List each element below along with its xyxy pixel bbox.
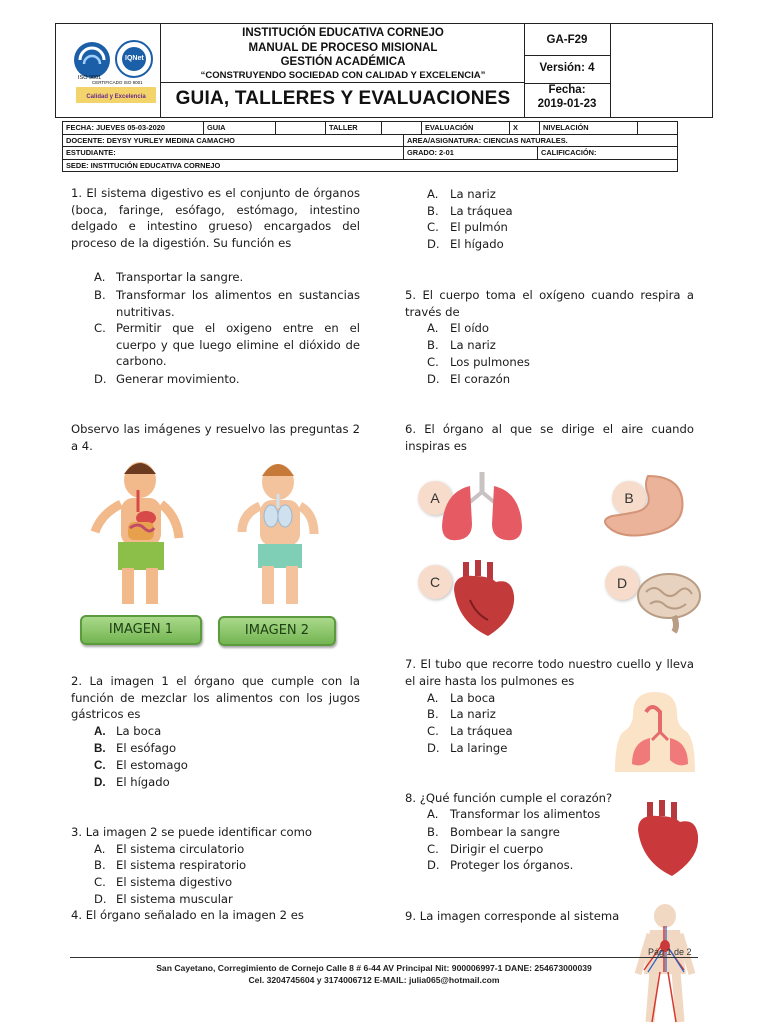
q4-option-d-letter: D. — [427, 237, 440, 251]
institution-name: INSTITUCIÓN EDUCATIVA CORNEJO — [242, 27, 444, 39]
institution-motto: “CONSTRUYENDO SOCIEDAD CON CALIDAD Y EXCELENCIA” — [200, 70, 486, 81]
info-row-3 — [63, 147, 677, 160]
document-date-value: 2019-01-23 — [537, 98, 597, 110]
q2-option-c-letter: C. — [94, 759, 106, 772]
question-4: 4. El órgano señalado en la imagen 2 es — [71, 908, 304, 922]
logo-caption: Calidad y Excelencia — [86, 94, 146, 100]
lungs-image[interactable] — [440, 472, 524, 544]
q4-option-b[interactable]: La tráquea — [450, 204, 513, 218]
score-cell[interactable]: CALIFICACIÓN: — [537, 147, 677, 159]
q7-option-b-letter: B. — [427, 707, 439, 721]
q8-option-b[interactable]: Bombear la sangre — [450, 825, 560, 839]
campus-cell: SEDE: INSTITUCIÓN EDUCATIVA CORNEJO — [66, 160, 221, 170]
evaluation-mark-cell[interactable]: X — [509, 122, 539, 134]
image-1-label: IMAGEN 1 — [80, 615, 202, 645]
footer-contact: Cel. 3204745604 y 3174006712 E-MAIL: julia065@hotmail.com — [248, 975, 500, 985]
student-cell[interactable]: ESTUDIANTE: — [66, 148, 116, 157]
subject-cell: AREA/ASIGNATURA: CIENCIAS NATURALES. — [403, 135, 677, 147]
question-3: 3. La imagen 2 se puede identificar como — [71, 825, 312, 839]
q3-option-b[interactable]: El sistema respiratorio — [116, 858, 247, 872]
q4-option-c-letter: C. — [427, 220, 439, 234]
q5-option-c[interactable]: Los pulmones — [450, 355, 530, 369]
q1-option-d-letter: D. — [94, 372, 107, 386]
q5-option-d-letter: D. — [427, 372, 440, 386]
footer-divider — [70, 957, 698, 958]
brain-image[interactable] — [636, 568, 702, 634]
respiratory-system-illustration — [230, 460, 330, 610]
q8-option-c[interactable]: Dirigir el cuerpo — [450, 842, 544, 856]
guide-mark-cell[interactable] — [275, 122, 325, 134]
student-info-grid — [62, 121, 678, 172]
question-2: 2. La imagen 1 el órgano que cumple con la función de mezclar los alimentos con los jugos gástricos es — [71, 674, 360, 722]
manual-name: MANUAL DE PROCESO MISIONAL — [248, 42, 438, 54]
footer-address: San Cayetano, Corregimiento de Cornejo Calle 8 # 6-44 AV Principal Nit: 900006997-1 DANE: 254673000039 — [156, 963, 592, 973]
q3-option-c[interactable]: El sistema digestivo — [116, 875, 233, 889]
q8-option-a-letter: A. — [427, 807, 439, 821]
question-1: 1. El sistema digestivo es el conjunto de órganos (boca, faringe, esófago, estómago, intestino delgado e intestino grueso) encargados del proceso de la digestión. Su función es — [71, 186, 360, 250]
info-row-2 — [63, 135, 677, 148]
question-9: 9. La imagen corresponde al sistema — [405, 909, 620, 923]
organ-label-d[interactable]: D — [605, 566, 639, 600]
q3-option-a[interactable]: El sistema circulatorio — [116, 842, 245, 856]
q5-option-a[interactable]: El oído — [450, 321, 489, 335]
evaluation-cell: EVALUACIÓN — [421, 122, 509, 134]
observe-instruction: Observo las imágenes y resuelvo las preguntas 2 a 4. — [71, 422, 360, 453]
q8-option-b-letter: B. — [427, 825, 439, 839]
trachea-illustration — [614, 690, 696, 772]
leveling-cell: NIVELACIÓN — [539, 122, 637, 134]
question-5: 5. El cuerpo toma el oxígeno cuando respira a través de — [405, 288, 694, 319]
q8-option-d-letter: D. — [427, 858, 440, 872]
q2-option-b-letter: B. — [94, 742, 106, 755]
q3-option-a-letter: A. — [94, 842, 106, 856]
q4-option-b-letter: B. — [427, 204, 439, 218]
q5-option-c-letter: C. — [427, 355, 439, 369]
q1-option-b-letter: B. — [94, 288, 106, 302]
q1-option-a[interactable]: Transportar la sangre. — [116, 270, 244, 284]
q4-option-d[interactable]: El hígado — [450, 237, 504, 251]
info-row-1 — [63, 122, 677, 135]
q7-option-c[interactable]: La tráquea — [450, 724, 513, 738]
teacher-cell: DOCENTE: DEYSY YURLEY MEDINA CAMACHO — [66, 135, 235, 145]
q4-option-a[interactable]: La nariz — [450, 187, 496, 201]
q3-option-c-letter: C. — [94, 875, 106, 889]
q1-option-d[interactable]: Generar movimiento. — [116, 372, 240, 386]
q2-option-d[interactable]: El hígado — [116, 775, 170, 789]
q3-option-d-letter: D. — [94, 892, 107, 906]
document-date-label: Fecha: — [548, 84, 586, 96]
document-title: GUIA, TALLERES Y EVALUACIONES — [175, 88, 511, 109]
q8-option-d[interactable]: Proteger los órganos. — [450, 858, 574, 872]
image-2-label: IMAGEN 2 — [218, 616, 336, 646]
q2-option-d-letter: D. — [94, 776, 106, 789]
q7-option-d-letter: D. — [427, 741, 440, 755]
q1-option-c-letter: C. — [94, 321, 106, 335]
q2-option-b[interactable]: El esófago — [116, 741, 177, 755]
q3-option-b-letter: B. — [94, 858, 106, 872]
q5-option-a-letter: A. — [427, 321, 439, 335]
q5-option-d[interactable]: El corazón — [450, 372, 511, 386]
q5-option-b[interactable]: La nariz — [450, 338, 496, 352]
q2-option-a[interactable]: La boca — [116, 724, 162, 738]
workshop-cell: TALLER — [325, 122, 381, 134]
logo-iso-text: ISO 9001 — [78, 75, 102, 81]
q7-option-c-letter: C. — [427, 724, 439, 738]
digestive-system-illustration — [88, 460, 188, 610]
question-6: 6. El órgano al que se dirige el aire cuando inspiras es — [405, 422, 694, 453]
logo-iqnet-text: IQNet — [125, 55, 144, 62]
question-7: 7. El tubo que recorre todo nuestro cuello y lleva el aire hasta los pulmones es — [405, 657, 694, 688]
q7-option-a[interactable]: La boca — [450, 691, 496, 705]
q8-option-a[interactable]: Transformar los alimentos — [450, 807, 601, 821]
q1-option-a-letter: A. — [94, 270, 106, 284]
heart-image[interactable] — [446, 560, 516, 638]
q7-option-d[interactable]: La laringe — [450, 741, 508, 755]
guide-cell: GUIA — [203, 122, 275, 134]
q4-option-a-letter: A. — [427, 187, 439, 201]
q4-option-c[interactable]: El pulmón — [450, 220, 508, 234]
management-name: GESTIÓN ACADÉMICA — [280, 56, 406, 68]
q2-option-c[interactable]: El estomago — [116, 758, 188, 772]
heart-illustration — [632, 800, 698, 878]
organ-label-b[interactable]: B — [612, 481, 646, 515]
info-row-4 — [63, 160, 677, 172]
date-cell: FECHA: JUEVES 05-03-2020 — [66, 123, 165, 132]
document-code: GA-F29 — [546, 34, 588, 46]
q8-option-c-letter: C. — [427, 842, 439, 856]
logo-certificate-text: CERTIFICADO ISO 9001 — [92, 80, 143, 85]
page-number: Pág 1 de 2 — [648, 947, 692, 957]
q7-option-a-letter: A. — [427, 691, 439, 705]
stomach-image[interactable] — [598, 472, 688, 542]
organ-label-c[interactable]: C — [418, 565, 452, 599]
q5-option-b-letter: B. — [427, 338, 439, 352]
question-8: 8. ¿Qué función cumple el corazón? — [405, 791, 613, 805]
document-version: Versión: 4 — [539, 62, 595, 74]
leveling-mark-cell[interactable] — [637, 122, 677, 134]
q7-option-b[interactable]: La nariz — [450, 707, 496, 721]
organ-label-a[interactable]: A — [418, 481, 452, 515]
q1-option-c[interactable]: Permitir que el oxigeno entre en el cuerpo y que luego elimine el dióxido de carbono. — [116, 321, 360, 369]
q3-option-d[interactable]: El sistema muscular — [116, 892, 233, 906]
institution-logo — [70, 35, 162, 105]
q2-option-a-letter: A. — [94, 725, 106, 738]
workshop-mark-cell[interactable] — [381, 122, 421, 134]
grade-cell: GRADO: 2-01 — [403, 147, 537, 159]
q1-option-b[interactable]: Transformar los alimentos en sustancias nutritivas. — [116, 288, 360, 319]
